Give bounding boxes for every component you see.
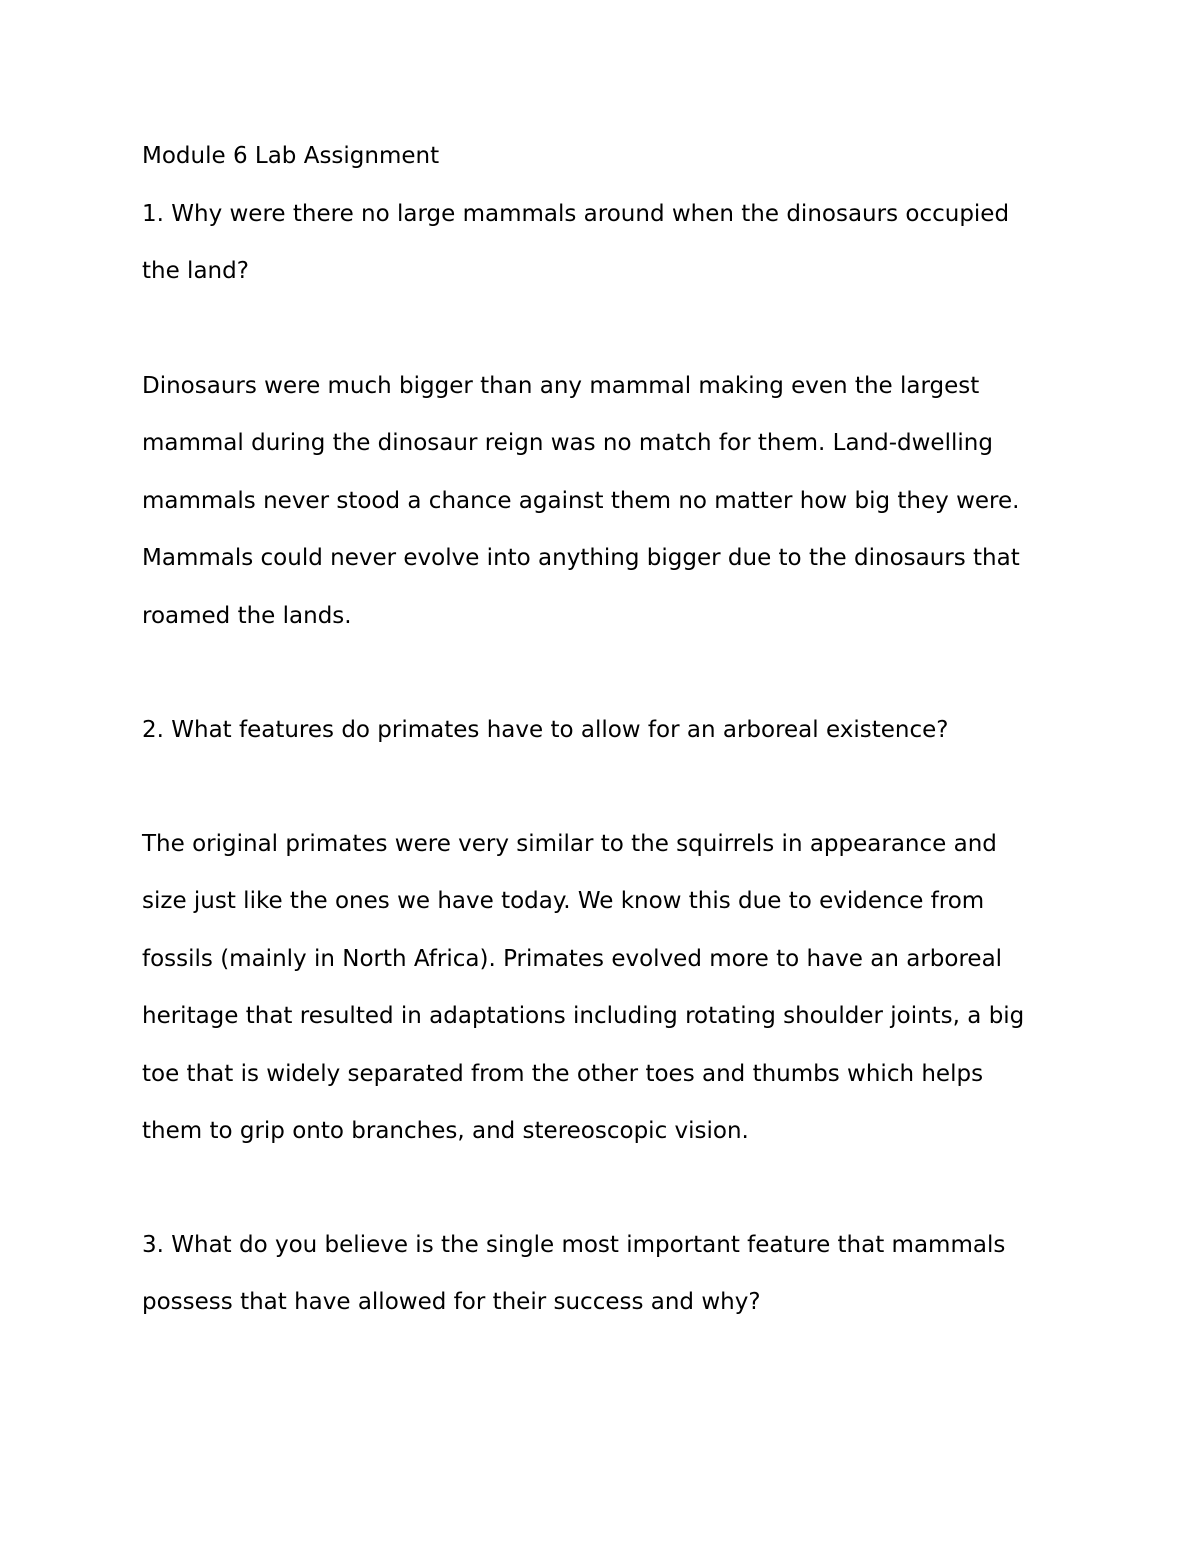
document-title	[142, 128, 1072, 185]
answer-2	[142, 816, 1072, 1160]
answer-1	[142, 358, 1072, 645]
question-line: 3. What do you believe is the single most important feature that mammals	[142, 1232, 1006, 1258]
question-1	[142, 186, 1072, 301]
answer-line: mammals never stood a chance against them no matter how big they were.	[142, 487, 1020, 514]
answer-line: The original primates were very similar to the squirrels in appearance and	[142, 831, 997, 857]
answer-line: mammal during the dinosaur reign was no match for them. Land-dwelling	[142, 430, 993, 457]
question-2	[142, 702, 1072, 759]
answer-line: roamed the lands.	[142, 602, 352, 629]
answer-line: fossils (mainly in North Africa). Primates evolved more to have an arboreal	[142, 945, 1003, 972]
question-line: possess that have allowed for their success and why?	[142, 1289, 761, 1316]
question-3	[142, 1217, 1072, 1332]
title-line: Module 6 Lab Assignment	[142, 143, 440, 169]
answer-line: them to grip onto branches, and stereoscopic vision.	[142, 1117, 749, 1144]
question-line: 1. Why were there no large mammals around when the dinosaurs occupied	[142, 201, 1010, 227]
answer-line: toe that is widely separated from the other toes and thumbs which helps	[142, 1060, 984, 1087]
answer-line: Dinosaurs were much bigger than any mammal making even the largest	[142, 373, 980, 399]
answer-line: Mammals could never evolve into anything bigger due to the dinosaurs that	[142, 545, 1020, 572]
answer-line: heritage that resulted in adaptations including rotating shoulder joints, a big	[142, 1003, 1025, 1030]
question-line: 2. What features do primates have to allow for an arboreal existence?	[142, 717, 949, 743]
question-line: the land?	[142, 258, 249, 285]
answer-line: size just like the ones we have today. We know this due to evidence from	[142, 888, 985, 915]
